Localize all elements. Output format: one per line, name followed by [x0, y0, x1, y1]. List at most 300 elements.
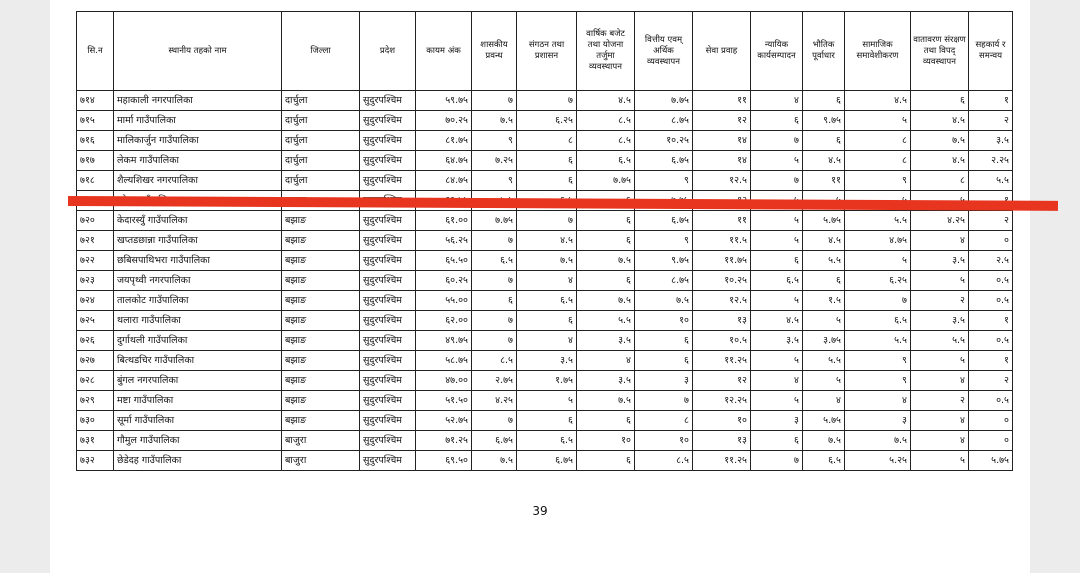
table-cell: सुदुरपश्चिम: [360, 271, 416, 291]
table-cell: केदारस्युँ गाउँपालिका: [114, 211, 282, 231]
table-cell: ६: [635, 351, 693, 371]
table-cell: ८: [517, 131, 577, 151]
table-cell: ६.७५: [472, 431, 517, 451]
table-cell: ५: [751, 211, 803, 231]
table-cell: ७१७: [77, 151, 114, 171]
table-row: [77, 351, 1013, 371]
table-cell: ६: [803, 131, 845, 151]
table-cell: ६: [517, 411, 577, 431]
table-cell: बझाङ: [282, 211, 360, 231]
table-cell: ५.५: [845, 211, 911, 231]
table-cell: ०: [969, 411, 1013, 431]
table-cell: ४७.००: [416, 371, 472, 391]
table-cell: ११.२५: [693, 451, 751, 471]
table-cell: ७.५: [472, 111, 517, 131]
table-cell: ८: [911, 171, 969, 191]
table-cell: १२: [693, 111, 751, 131]
table-cell: १०.२५: [693, 271, 751, 291]
table-cell: ४: [911, 411, 969, 431]
column-header: संगठन तथा प्रशासन: [517, 12, 577, 91]
table-cell: ८: [845, 131, 911, 151]
table-cell: ४.२५: [911, 211, 969, 231]
table-cell: सुदुरपश्चिम: [360, 371, 416, 391]
table-cell: ७: [472, 311, 517, 331]
table-cell: ७.५: [803, 431, 845, 451]
table-cell: ५: [517, 391, 577, 411]
table-cell: ६.५: [472, 251, 517, 271]
table-cell: ४.५: [517, 231, 577, 251]
table-cell: १०: [577, 431, 635, 451]
table-cell: ५: [911, 451, 969, 471]
table-cell: ५: [911, 271, 969, 291]
table-cell: सुदुरपश्चिम: [360, 151, 416, 171]
column-header: सेवा प्रवाह: [693, 12, 751, 91]
table-cell: ३: [845, 411, 911, 431]
table-cell: ३.५: [577, 371, 635, 391]
table-cell: ८.५: [635, 451, 693, 471]
table-cell: ६: [911, 91, 969, 111]
table-cell: ९: [472, 171, 517, 191]
table-cell: ६: [517, 311, 577, 331]
table-cell: ६५.५०: [416, 251, 472, 271]
column-header: कायम अंक: [416, 12, 472, 91]
table-cell: बझाङ: [282, 251, 360, 271]
table-cell: मष्टा गाउँपालिका: [114, 391, 282, 411]
table-cell: ५.५: [803, 251, 845, 271]
table-cell: ७२०: [77, 211, 114, 231]
table-cell: ५: [845, 251, 911, 271]
table-row: [77, 371, 1013, 391]
table-cell: ५: [911, 351, 969, 371]
table-cell: बझाङ: [282, 231, 360, 251]
table-cell: बुंगल नगरपालिका: [114, 371, 282, 391]
table-cell: ५.७५: [803, 211, 845, 231]
table-cell: ६०.२५: [416, 271, 472, 291]
table-cell: ७३२: [77, 451, 114, 471]
table-cell: ७.५: [635, 291, 693, 311]
column-header: सहकार्य र समन्वय: [969, 12, 1013, 91]
table-cell: ०: [969, 431, 1013, 451]
table-cell: ११: [803, 171, 845, 191]
table-row: [77, 431, 1013, 451]
table-cell: २.५: [969, 251, 1013, 271]
table-cell: ६: [517, 151, 577, 171]
table-cell: ५९.७५: [416, 91, 472, 111]
column-header: शासकीय प्रवन्ध: [472, 12, 517, 91]
table-cell: ४: [845, 391, 911, 411]
table-cell: ५: [803, 371, 845, 391]
table-cell: ७२७: [77, 351, 114, 371]
table-cell: ८.५: [472, 351, 517, 371]
table-cell: ४: [911, 371, 969, 391]
table-cell: ६४.७५: [416, 151, 472, 171]
table-cell: ९: [845, 351, 911, 371]
table-cell: महाकाली नगरपालिका: [114, 91, 282, 111]
table-cell: ४: [803, 391, 845, 411]
table-cell: ७: [635, 391, 693, 411]
table-cell: सुदुरपश्चिम: [360, 391, 416, 411]
column-header: प्रदेश: [360, 12, 416, 91]
table-cell: ५२.७५: [416, 411, 472, 431]
table-cell: ६: [472, 291, 517, 311]
table-cell: जयपृथ्वी नगरपालिका: [114, 271, 282, 291]
table-cell: ९: [635, 171, 693, 191]
table-cell: ५: [845, 111, 911, 131]
table-cell: ९: [472, 131, 517, 151]
table-cell: ४: [911, 431, 969, 451]
table-cell: ०: [969, 231, 1013, 251]
table-cell: ५: [751, 351, 803, 371]
table-cell: ३.५: [911, 311, 969, 331]
table-cell: ३.५: [517, 351, 577, 371]
table-cell: १३: [693, 431, 751, 451]
table-cell: ८.५: [577, 131, 635, 151]
table-cell: दार्चुला: [282, 91, 360, 111]
table-cell: ११.५: [693, 231, 751, 251]
table-row: [77, 111, 1013, 131]
table-cell: १४: [693, 151, 751, 171]
table-cell: ५: [751, 391, 803, 411]
table-cell: ७०.२५: [416, 111, 472, 131]
table-cell: ३.५: [911, 251, 969, 271]
table-cell: ७: [751, 451, 803, 471]
table-cell: ७: [845, 291, 911, 311]
table-cell: ८.७५: [635, 271, 693, 291]
table-cell: १०: [635, 431, 693, 451]
table-cell: ४: [517, 331, 577, 351]
table-cell: ७: [472, 411, 517, 431]
table-cell: ७२८: [77, 371, 114, 391]
table-cell: ०.५: [969, 331, 1013, 351]
table-cell: ७.५: [845, 431, 911, 451]
table-cell: ५.२५: [845, 451, 911, 471]
table-cell: १०.५: [693, 331, 751, 351]
table-row: [77, 131, 1013, 151]
table-cell: बझाङ: [282, 271, 360, 291]
table-cell: ७.२५: [472, 151, 517, 171]
table-cell: सुदुरपश्चिम: [360, 91, 416, 111]
table-cell: ३.५: [577, 331, 635, 351]
table-cell: ५.५: [803, 351, 845, 371]
column-header: जिल्ला: [282, 12, 360, 91]
table-cell: ७२१: [77, 231, 114, 251]
table-cell: ६: [803, 271, 845, 291]
table-cell: ६.५: [803, 451, 845, 471]
table-cell: ७.७५: [635, 91, 693, 111]
table-cell: ६: [577, 231, 635, 251]
table-cell: बझाङ: [282, 411, 360, 431]
table-cell: ५.७५: [969, 451, 1013, 471]
table-cell: ०.५: [969, 291, 1013, 311]
table-row: [77, 231, 1013, 251]
table-cell: ४.५: [911, 151, 969, 171]
column-header: वित्तीय एवम् अर्थिक व्यवस्थापन: [635, 12, 693, 91]
table-cell: ७२५: [77, 311, 114, 331]
table-cell: सुदुरपश्चिम: [360, 111, 416, 131]
table-cell: ६.५: [577, 151, 635, 171]
table-cell: ६.५: [517, 291, 577, 311]
column-header: न्यायिक कार्यसम्पादन: [751, 12, 803, 91]
table-cell: बझाङ: [282, 331, 360, 351]
table-cell: सुदुरपश्चिम: [360, 131, 416, 151]
table-cell: ७१८: [77, 171, 114, 191]
table-cell: ६.५: [845, 311, 911, 331]
table-cell: ६: [751, 111, 803, 131]
table-cell: ७१४: [77, 91, 114, 111]
table-cell: ६: [517, 171, 577, 191]
table-cell: गौमुल गाउँपालिका: [114, 431, 282, 451]
table-cell: ६: [577, 451, 635, 471]
table-cell: लेकम गाउँपालिका: [114, 151, 282, 171]
table-cell: बझाङ: [282, 311, 360, 331]
table-cell: ५: [751, 291, 803, 311]
table-cell: ११: [693, 211, 751, 231]
table-cell: ६१.००: [416, 211, 472, 231]
table-cell: ३.७५: [803, 331, 845, 351]
table-cell: दार्चुला: [282, 111, 360, 131]
table-cell: २: [911, 291, 969, 311]
table-cell: ८१.७५: [416, 131, 472, 151]
table-cell: मालिकार्जुन गाउँपालिका: [114, 131, 282, 151]
table-row: [77, 211, 1013, 231]
table-cell: तालकोट गाउँपालिका: [114, 291, 282, 311]
table-cell: ५.५: [969, 171, 1013, 191]
table-cell: २: [969, 211, 1013, 231]
table-cell: ६.७५: [635, 151, 693, 171]
table-cell: ६.५: [517, 431, 577, 451]
table-cell: ५: [803, 311, 845, 331]
table-row: [77, 271, 1013, 291]
column-header: सि.न: [77, 12, 114, 91]
table-cell: ३: [751, 411, 803, 431]
table-cell: ९: [845, 171, 911, 191]
table-cell: ७२९: [77, 391, 114, 411]
table-cell: ६: [577, 411, 635, 431]
table-cell: ४: [751, 371, 803, 391]
table-cell: ३.५: [969, 131, 1013, 151]
table-cell: ७१.२५: [416, 431, 472, 451]
table-cell: १२.५: [693, 291, 751, 311]
table-cell: सुदुरपश्चिम: [360, 411, 416, 431]
table-cell: ७: [751, 131, 803, 151]
table-cell: सुदुरपश्चिम: [360, 351, 416, 371]
table-cell: सुदुरपश्चिम: [360, 171, 416, 191]
table-cell: ६.२५: [845, 271, 911, 291]
table-header-row: [77, 12, 1013, 91]
table-cell: १३: [693, 311, 751, 331]
table-cell: सुदुरपश्चिम: [360, 211, 416, 231]
table-cell: ४९.७५: [416, 331, 472, 351]
table-cell: ४.५: [845, 91, 911, 111]
table-cell: १: [969, 311, 1013, 331]
table-row: [77, 171, 1013, 191]
table-cell: ११.७५: [693, 251, 751, 271]
table-cell: ६.७५: [517, 451, 577, 471]
table-cell: ८.७५: [635, 111, 693, 131]
table-cell: २.२५: [969, 151, 1013, 171]
column-header: स्थानीय तहको नाम: [114, 12, 282, 91]
table-cell: ४: [577, 351, 635, 371]
table-cell: ७३०: [77, 411, 114, 431]
column-header: वार्षिक बजेट तथा योजना तर्जुमा व्यवस्थापन: [577, 12, 635, 91]
table-cell: ३.५: [751, 331, 803, 351]
table-row: [77, 451, 1013, 471]
table-cell: सुदुरपश्चिम: [360, 431, 416, 451]
table-cell: ४.५: [911, 111, 969, 131]
table-cell: ६: [577, 211, 635, 231]
table-cell: ५८.७५: [416, 351, 472, 371]
table-cell: ४: [517, 271, 577, 291]
column-header: सामाजिक समावेशीकरण: [845, 12, 911, 91]
table-cell: सुदुरपश्चिम: [360, 231, 416, 251]
table-cell: ७.५: [577, 251, 635, 271]
table-cell: १२.२५: [693, 391, 751, 411]
table-cell: सुदुरपश्चिम: [360, 251, 416, 271]
table-cell: ७.७५: [472, 211, 517, 231]
table-cell: ४.५: [577, 91, 635, 111]
table-cell: छबिसपाथिभरा गाउँपालिका: [114, 251, 282, 271]
table-cell: ५.५: [911, 331, 969, 351]
table-cell: २.७५: [472, 371, 517, 391]
table-cell: दार्चुला: [282, 151, 360, 171]
table-cell: ७२४: [77, 291, 114, 311]
table-cell: ७२३: [77, 271, 114, 291]
municipality-score-table: [76, 11, 1013, 471]
table-cell: ७२६: [77, 331, 114, 351]
table-cell: ५.७५: [803, 411, 845, 431]
table-cell: ८: [845, 151, 911, 171]
table-cell: ६: [635, 331, 693, 351]
table-cell: ६.५: [751, 271, 803, 291]
table-row: [77, 411, 1013, 431]
table-row: [77, 331, 1013, 351]
table-cell: खप्तडछान्ना गाउँपालिका: [114, 231, 282, 251]
table-cell: ७३१: [77, 431, 114, 451]
table-cell: १०.२५: [635, 131, 693, 151]
table-row: [77, 391, 1013, 411]
table-cell: ७: [472, 231, 517, 251]
table-cell: ६२.००: [416, 311, 472, 331]
table-cell: २: [969, 111, 1013, 131]
table-cell: ९: [845, 371, 911, 391]
table-cell: ४.५: [751, 311, 803, 331]
table-cell: ६: [577, 271, 635, 291]
table-cell: ४: [911, 231, 969, 251]
table-cell: ७: [751, 171, 803, 191]
table-cell: दुर्गाथली गाउँपालिका: [114, 331, 282, 351]
table-cell: ४.५: [803, 151, 845, 171]
table-cell: ११.२५: [693, 351, 751, 371]
table-cell: बझाङ: [282, 291, 360, 311]
table-cell: ७: [472, 331, 517, 351]
table-cell: सुदुरपश्चिम: [360, 311, 416, 331]
table-cell: सुदुरपश्चिम: [360, 451, 416, 471]
table-cell: ५.५: [577, 311, 635, 331]
table-cell: बझाङ: [282, 391, 360, 411]
table-cell: ४.५: [803, 231, 845, 251]
table-cell: दार्चुला: [282, 131, 360, 151]
table-cell: ७.५: [472, 451, 517, 471]
table-cell: १२: [693, 371, 751, 391]
table-cell: ११: [693, 91, 751, 111]
table-cell: सुदुरपश्चिम: [360, 331, 416, 351]
page-number: 39: [532, 504, 548, 518]
table-body: [77, 91, 1013, 471]
table-cell: १२.५: [693, 171, 751, 191]
column-header: वातावरण संरक्षण तथा विपद् व्यवस्थापन: [911, 12, 969, 91]
table-cell: बाजुरा: [282, 431, 360, 451]
table-cell: ९: [635, 231, 693, 251]
table-cell: मार्मा गाउँपालिका: [114, 111, 282, 131]
table-row: [77, 311, 1013, 331]
table-cell: २: [911, 391, 969, 411]
table-cell: ४.७५: [845, 231, 911, 251]
table-cell: ६.२५: [517, 111, 577, 131]
table-cell: १: [969, 91, 1013, 111]
table-cell: ६९.५०: [416, 451, 472, 471]
table-cell: ४.२५: [472, 391, 517, 411]
table-cell: ६.७५: [635, 211, 693, 231]
table-cell: ८: [635, 411, 693, 431]
table-cell: १: [969, 351, 1013, 371]
table-cell: शैल्यशिखर नगरपालिका: [114, 171, 282, 191]
table-row: [77, 251, 1013, 271]
table-cell: ९.७५: [803, 111, 845, 131]
table-cell: ७२२: [77, 251, 114, 271]
table-cell: ५: [751, 151, 803, 171]
table-cell: सुदुरपश्चिम: [360, 291, 416, 311]
table-cell: ५५.००: [416, 291, 472, 311]
table-cell: ७: [472, 271, 517, 291]
table-cell: ५.५: [845, 331, 911, 351]
table-cell: ७.५: [577, 291, 635, 311]
table-cell: २: [969, 371, 1013, 391]
table-cell: ८४.७५: [416, 171, 472, 191]
table-cell: ७१६: [77, 131, 114, 151]
table-cell: थलारा गाउँपालिका: [114, 311, 282, 331]
table-cell: बझाङ: [282, 351, 360, 371]
table-cell: ७.७५: [577, 171, 635, 191]
table-cell: बित्थडचिर गाउँपालिका: [114, 351, 282, 371]
table-cell: ३: [635, 371, 693, 391]
table-cell: १४: [693, 131, 751, 151]
table-cell: सूर्मा गाउँपालिका: [114, 411, 282, 431]
table-cell: ५१.५०: [416, 391, 472, 411]
table-row: [77, 91, 1013, 111]
table-cell: ०.५: [969, 391, 1013, 411]
column-header: भौतिक पूर्वाधार: [803, 12, 845, 91]
table-cell: ६: [751, 251, 803, 271]
table-cell: १.७५: [517, 371, 577, 391]
table-row: [77, 291, 1013, 311]
table-cell: छेडेदह गाउँपालिका: [114, 451, 282, 471]
table-cell: ८.५: [577, 111, 635, 131]
table-cell: ७.५: [517, 251, 577, 271]
table-cell: दार्चुला: [282, 171, 360, 191]
table-cell: ९.७५: [635, 251, 693, 271]
table-row: [77, 151, 1013, 171]
table-cell: ७: [472, 91, 517, 111]
table-cell: ७.५: [911, 131, 969, 151]
table-cell: ५६.२५: [416, 231, 472, 251]
table-cell: ६: [803, 91, 845, 111]
table-cell: ६: [751, 431, 803, 451]
table-cell: बझाङ: [282, 371, 360, 391]
table-cell: १०: [635, 311, 693, 331]
table-cell: ४: [751, 91, 803, 111]
table-cell: ७: [517, 211, 577, 231]
table-cell: ५: [751, 231, 803, 251]
